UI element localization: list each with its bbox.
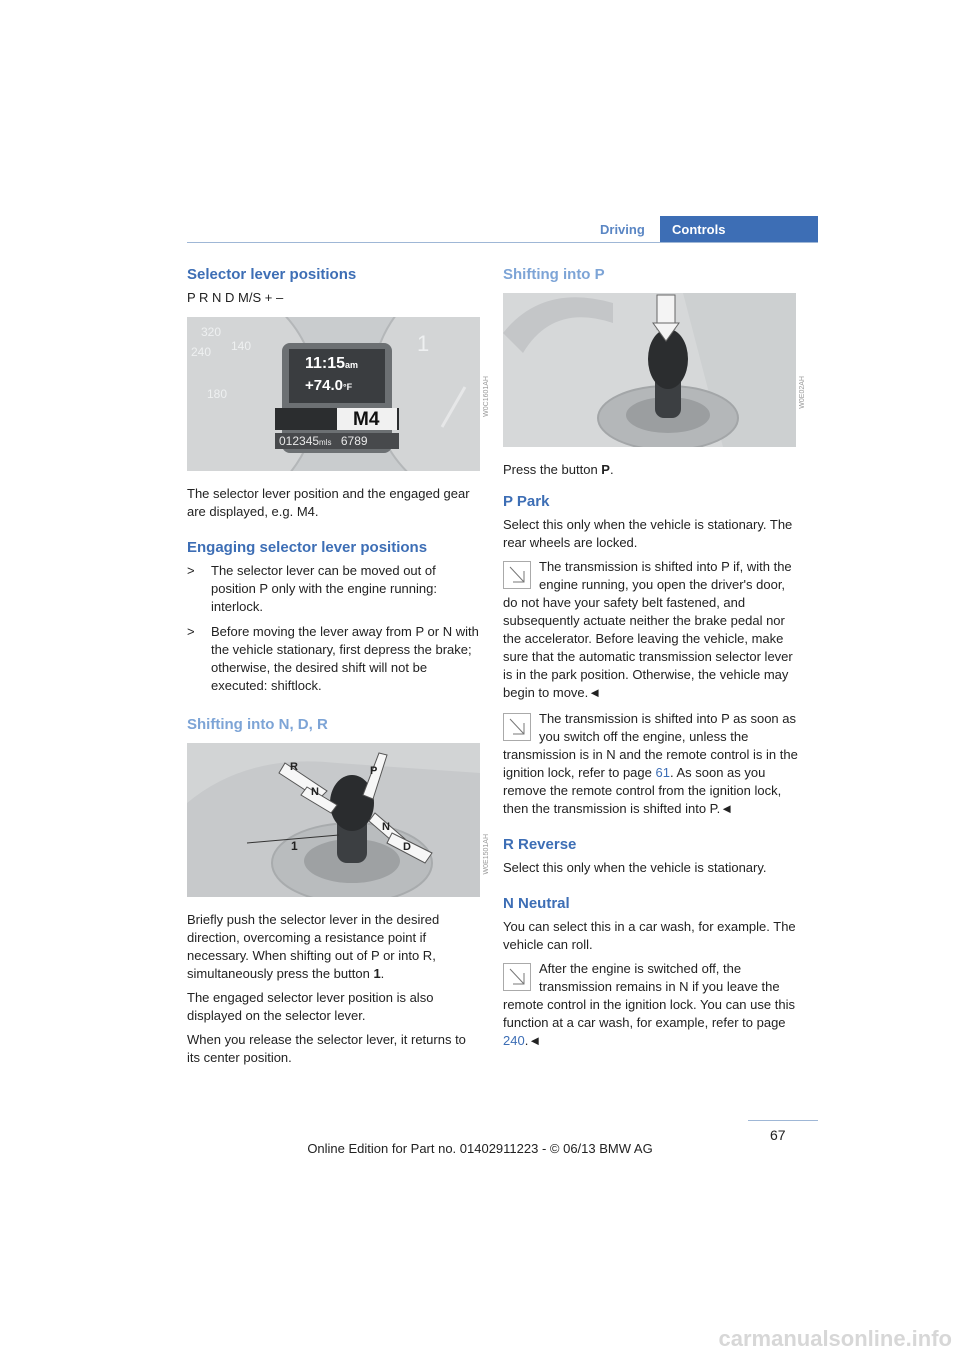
paragraph-reverse: Select this only when the vehicle is stationary. bbox=[503, 860, 767, 875]
note-arrow-icon bbox=[503, 963, 531, 991]
bullet-list bbox=[187, 562, 482, 695]
page-link-240[interactable]: 240 bbox=[503, 1033, 525, 1048]
watermark: carmanualsonline.info bbox=[718, 1326, 952, 1351]
speedo-320-label: 320 bbox=[201, 325, 222, 339]
header-rule bbox=[187, 242, 818, 243]
figure-code-3: W0E02AH bbox=[799, 376, 806, 409]
display-time: 11:15am bbox=[305, 355, 359, 372]
speedo-240-label: 240 bbox=[191, 345, 212, 359]
figure-selector-lever-ndr bbox=[187, 743, 480, 897]
paragraph-center-position: When you release the selector lever, it returns to its center position. bbox=[187, 1032, 466, 1065]
heading-engaging-positions: Engaging selector lever positions bbox=[187, 539, 428, 556]
speedo-180-label: 180 bbox=[207, 387, 228, 401]
paragraph-press-button-p: Press the button P. bbox=[503, 462, 614, 477]
callout-1: 1 bbox=[291, 839, 298, 853]
lever-label-p: P bbox=[370, 765, 378, 777]
right-column bbox=[503, 266, 806, 1050]
page-number: 67 bbox=[770, 1127, 786, 1143]
lever-label-n-bottom: N bbox=[382, 821, 390, 833]
figure-code-2: W0E1501AH bbox=[483, 834, 490, 875]
paragraph-displayed-on-lever: The engaged selector lever position is also displayed on the selector lever. bbox=[187, 990, 434, 1023]
paragraph-push-lever: Briefly push the selector lever in the desired direction, overcoming a resistance point if necessary. When shifting out of P or into R, simultaneously press the button 1. bbox=[187, 912, 440, 981]
bullet-shiftlock: > Before moving the lever away from P or N with the vehicle stationary, first depress the brake; otherwise, the desired shift will not be executed: shiftlock. bbox=[187, 624, 479, 693]
running-header-chapter-tab: Controls bbox=[660, 216, 818, 243]
lever-label-n-top: N bbox=[311, 786, 319, 798]
note-engine-off: The transmission is shifted into P as soon as you switch off the engine, unless the transmission is in N and the remote control is in the ignition lock, refer to page 61. As soon as you remove the remote control from the ignition lock, then the transmission is shifted into P.◄ bbox=[503, 711, 798, 816]
paragraph-neutral: You can select this in a car wash, for example. The vehicle can roll. bbox=[503, 919, 796, 952]
bullet-interlock: > The selector lever can be moved out of position P only with the engine running: interlock. bbox=[187, 563, 437, 614]
footer-rule bbox=[748, 1120, 818, 1121]
speedo-140-label: 140 bbox=[231, 339, 252, 353]
left-column bbox=[187, 266, 490, 1067]
paragraph-park: Select this only when the vehicle is stationary. The rear wheels are locked. bbox=[503, 517, 793, 550]
heading-selector-lever-positions: Selector lever positions bbox=[187, 266, 357, 283]
heading-r-reverse: R Reverse bbox=[503, 836, 577, 853]
heading-n-neutral: N Neutral bbox=[503, 895, 570, 912]
tacho-1-label: 1 bbox=[417, 331, 430, 356]
heading-p-park: P Park bbox=[503, 493, 550, 510]
paragraph-display-info: The selector lever position and the engaged gear are displayed, e.g. M4. bbox=[187, 486, 470, 519]
note-car-wash: After the engine is switched off, the transmission remains in N if you leave the remote control in the ignition lock. You can use this function at a car wash, for example, refer to page 240.◄ bbox=[503, 961, 795, 1048]
footer-edition-text: Online Edition for Part no. 01402911223 - © 06/13 BMW AG bbox=[307, 1141, 653, 1156]
lever-label-d: D bbox=[403, 841, 411, 853]
running-header-section: Driving bbox=[600, 222, 645, 237]
display-gear: M4 bbox=[353, 409, 380, 430]
note-arrow-icon bbox=[503, 713, 531, 741]
display-odometer: 012345mls 6789 bbox=[279, 434, 368, 448]
p-button-illustration bbox=[503, 293, 796, 447]
figure-p-button bbox=[503, 293, 796, 447]
selector-lever-illustration bbox=[187, 743, 480, 897]
figure-instrument-cluster bbox=[187, 317, 480, 471]
heading-shifting-into-p: Shifting into P bbox=[503, 266, 605, 283]
note-park-safety: The transmission is shifted into P if, with the engine running, you open the driver's door, do not have your safety belt fastened, and subsequently actuate neither the brake pedal nor the accelerator. Before leaving the vehicle, make sure that the automatic transmission selector lever is in the park position. Otherwise, the vehicle may begin to move.◄ bbox=[503, 559, 793, 700]
page-link-61[interactable]: 61 bbox=[655, 765, 670, 780]
display-temperature: +74.0°F bbox=[305, 377, 353, 394]
figure-code-1: W0C1601AH bbox=[483, 376, 490, 417]
heading-shifting-ndr: Shifting into N, D, R bbox=[187, 716, 328, 733]
lever-label-r: R bbox=[290, 761, 298, 773]
selector-positions-list: P R N D M/S + – bbox=[187, 290, 284, 305]
note-arrow-icon bbox=[503, 561, 531, 589]
